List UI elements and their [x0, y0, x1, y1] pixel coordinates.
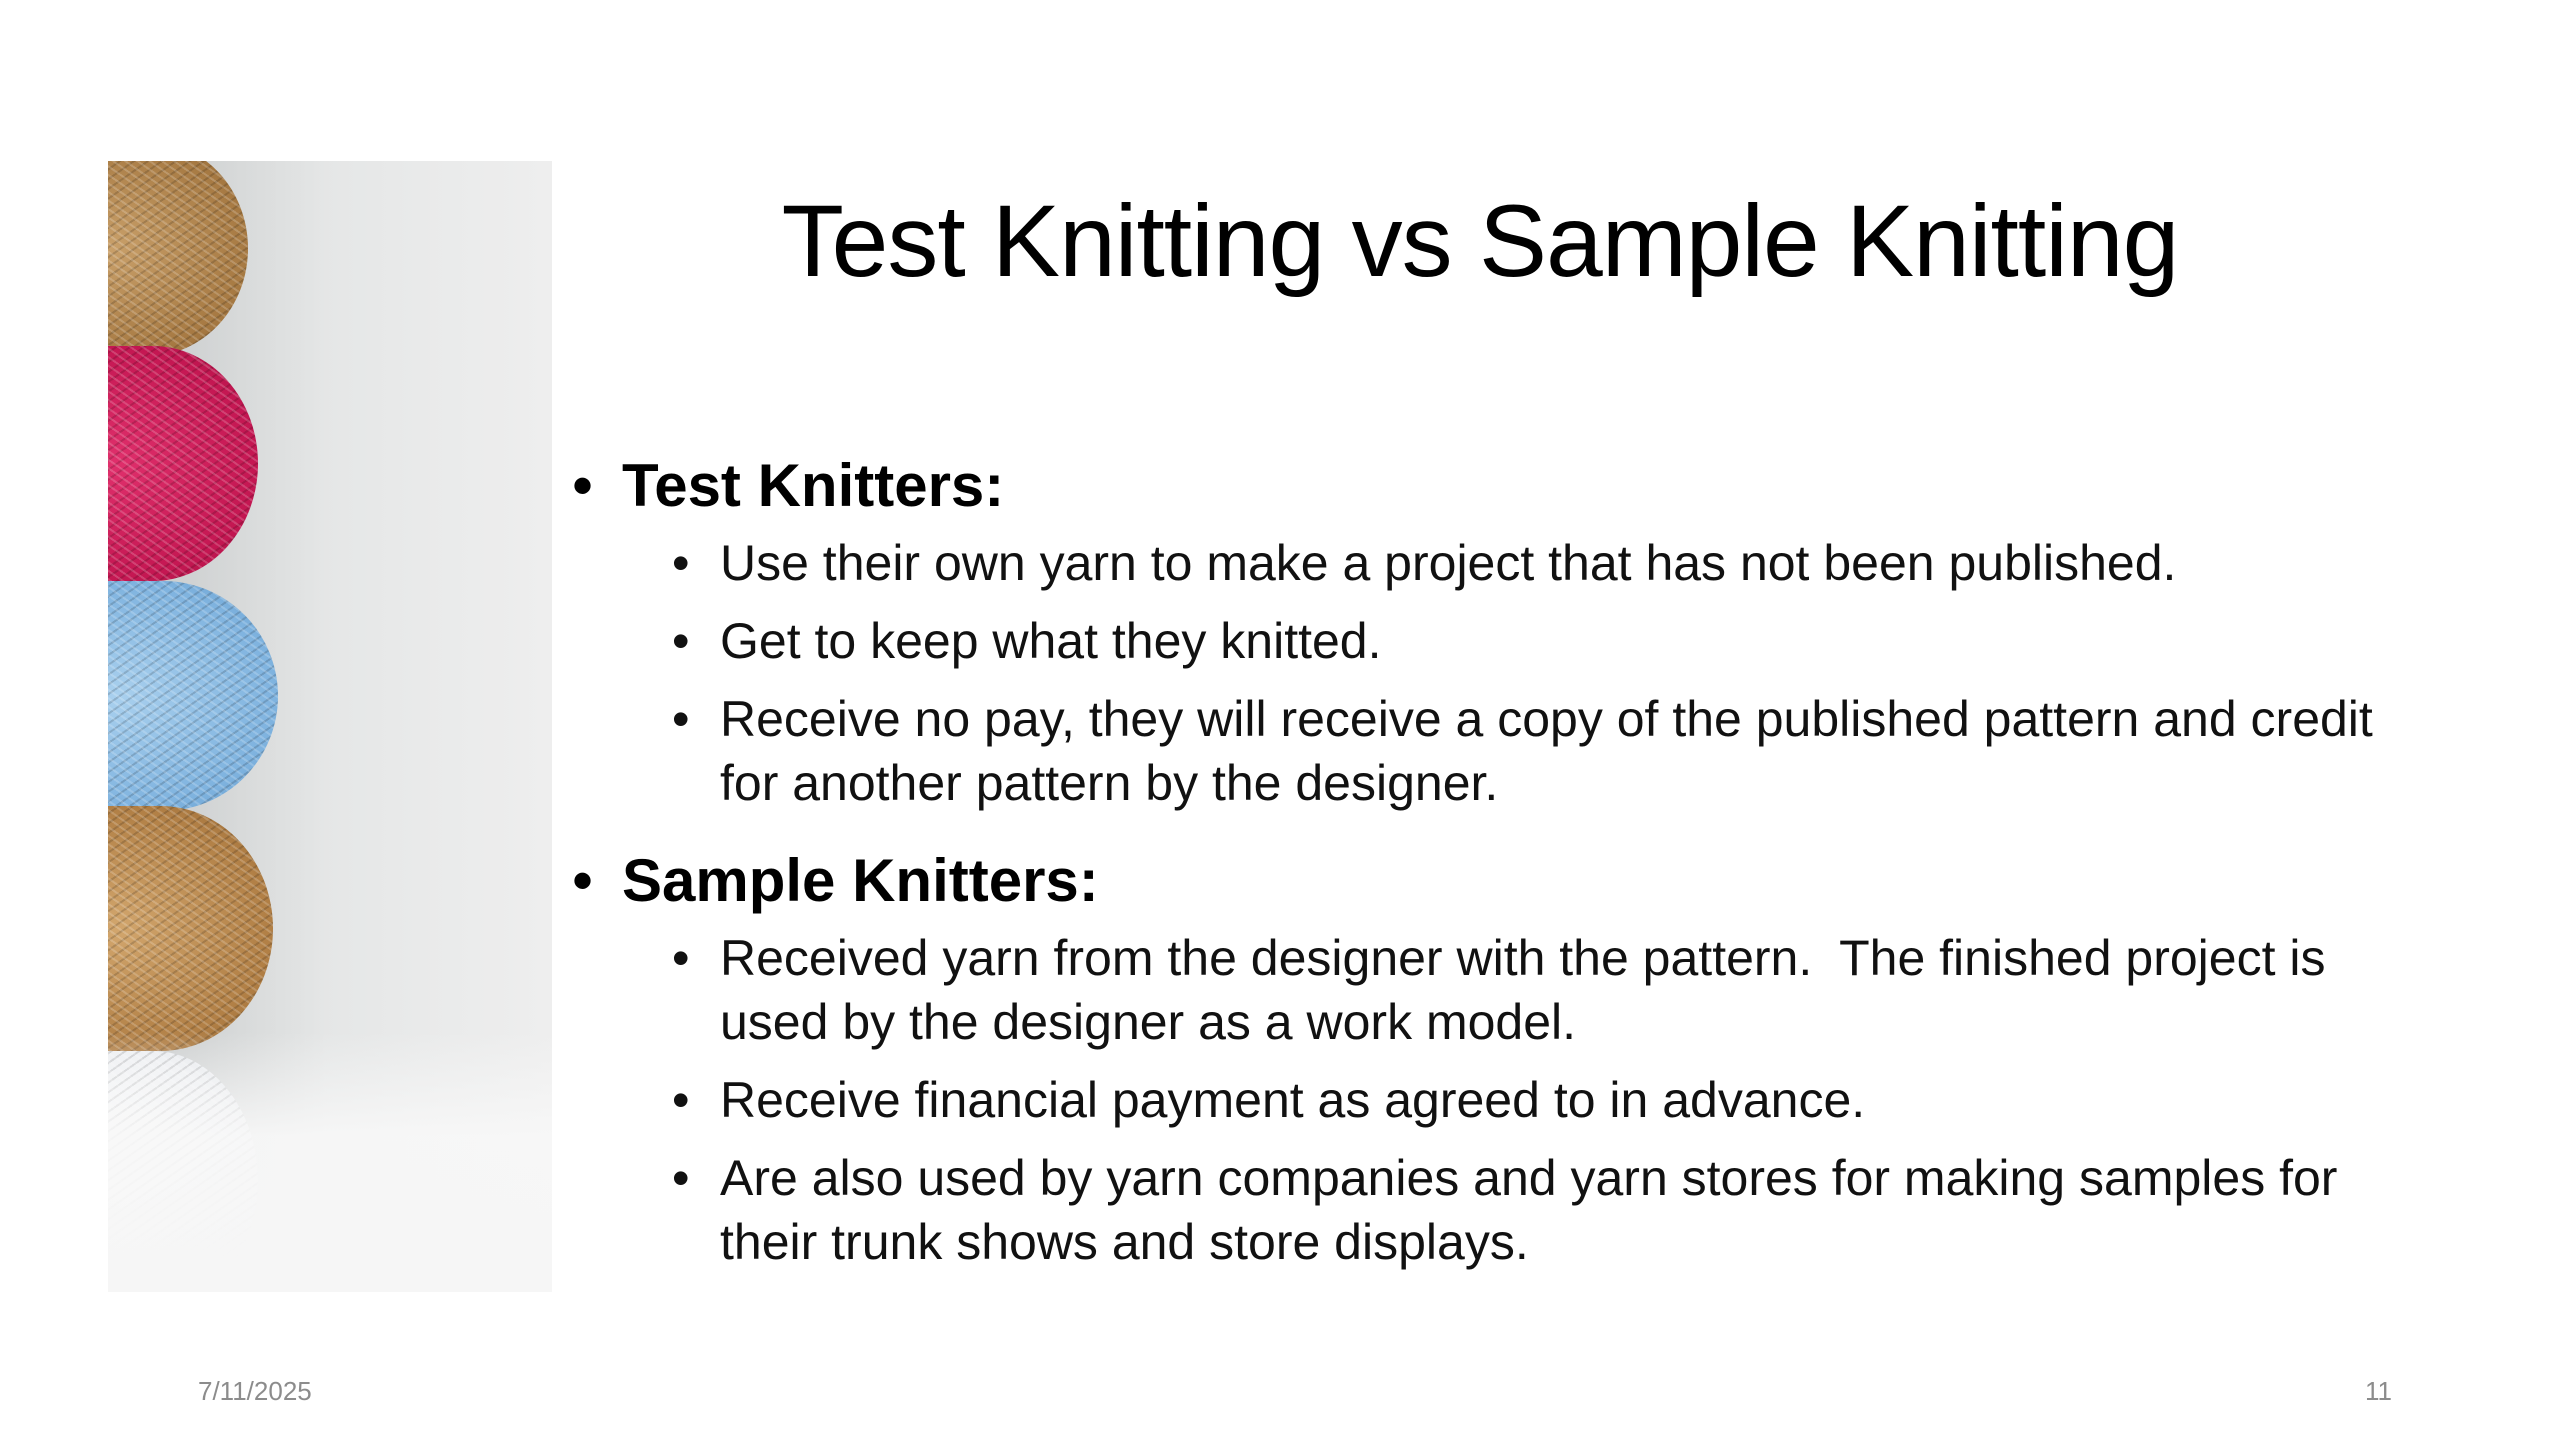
footer-date: 7/11/2025 — [198, 1376, 312, 1406]
bullet-icon: • — [672, 535, 690, 591]
yarn-ball-light-blue — [108, 581, 278, 811]
list-item-text: Use their own yarn to make a project that has not been published. — [720, 535, 2177, 591]
list-item — [572, 1146, 2412, 1274]
sample-knitters-list — [572, 926, 2412, 1274]
slide-title: Test Knitting vs Sample Knitting — [781, 184, 2179, 298]
slide-number: 11 — [2365, 1376, 2392, 1406]
bullet-icon: • — [672, 1072, 690, 1128]
list-item — [572, 609, 2412, 673]
list-item-text: Are also used by yarn companies and yarn stores for making samples for their trunk shows and store displays. — [720, 1150, 2338, 1270]
bullet-icon: • — [672, 613, 690, 669]
bullet-icon: • — [572, 452, 594, 519]
section-heading-test-knitters — [572, 448, 2412, 523]
bullet-icon: • — [672, 691, 690, 747]
section-heading-label: Test Knitters: — [622, 452, 1005, 519]
yarn-ball-tan — [108, 161, 248, 356]
yarn-photo — [108, 161, 552, 1292]
bullet-icon: • — [672, 930, 690, 986]
bullet-icon: • — [572, 847, 594, 914]
list-item — [572, 1068, 2412, 1132]
slide-body — [572, 448, 2443, 1288]
list-item — [572, 687, 2443, 815]
list-item-text: Get to keep what they knitted. — [720, 613, 1382, 669]
section-heading-sample-knitters — [572, 843, 2412, 918]
list-item-text: Received yarn from the designer with the pattern. The finished project is used by the designer as a work model. — [720, 930, 2340, 1050]
yarn-ball-tan-lower — [108, 806, 273, 1051]
list-item-text: Receive no pay, they will receive a copy of the published pattern and credit for another pattern by the designer. — [720, 691, 2443, 811]
yarn-ball-magenta — [108, 346, 258, 581]
list-item — [572, 531, 2412, 595]
test-knitters-list — [572, 531, 2443, 815]
list-item — [572, 926, 2412, 1054]
section-heading-label: Sample Knitters: — [622, 847, 1099, 914]
list-item-text: Receive financial payment as agreed to in advance. — [720, 1072, 1866, 1128]
bullet-icon: • — [672, 1150, 690, 1206]
